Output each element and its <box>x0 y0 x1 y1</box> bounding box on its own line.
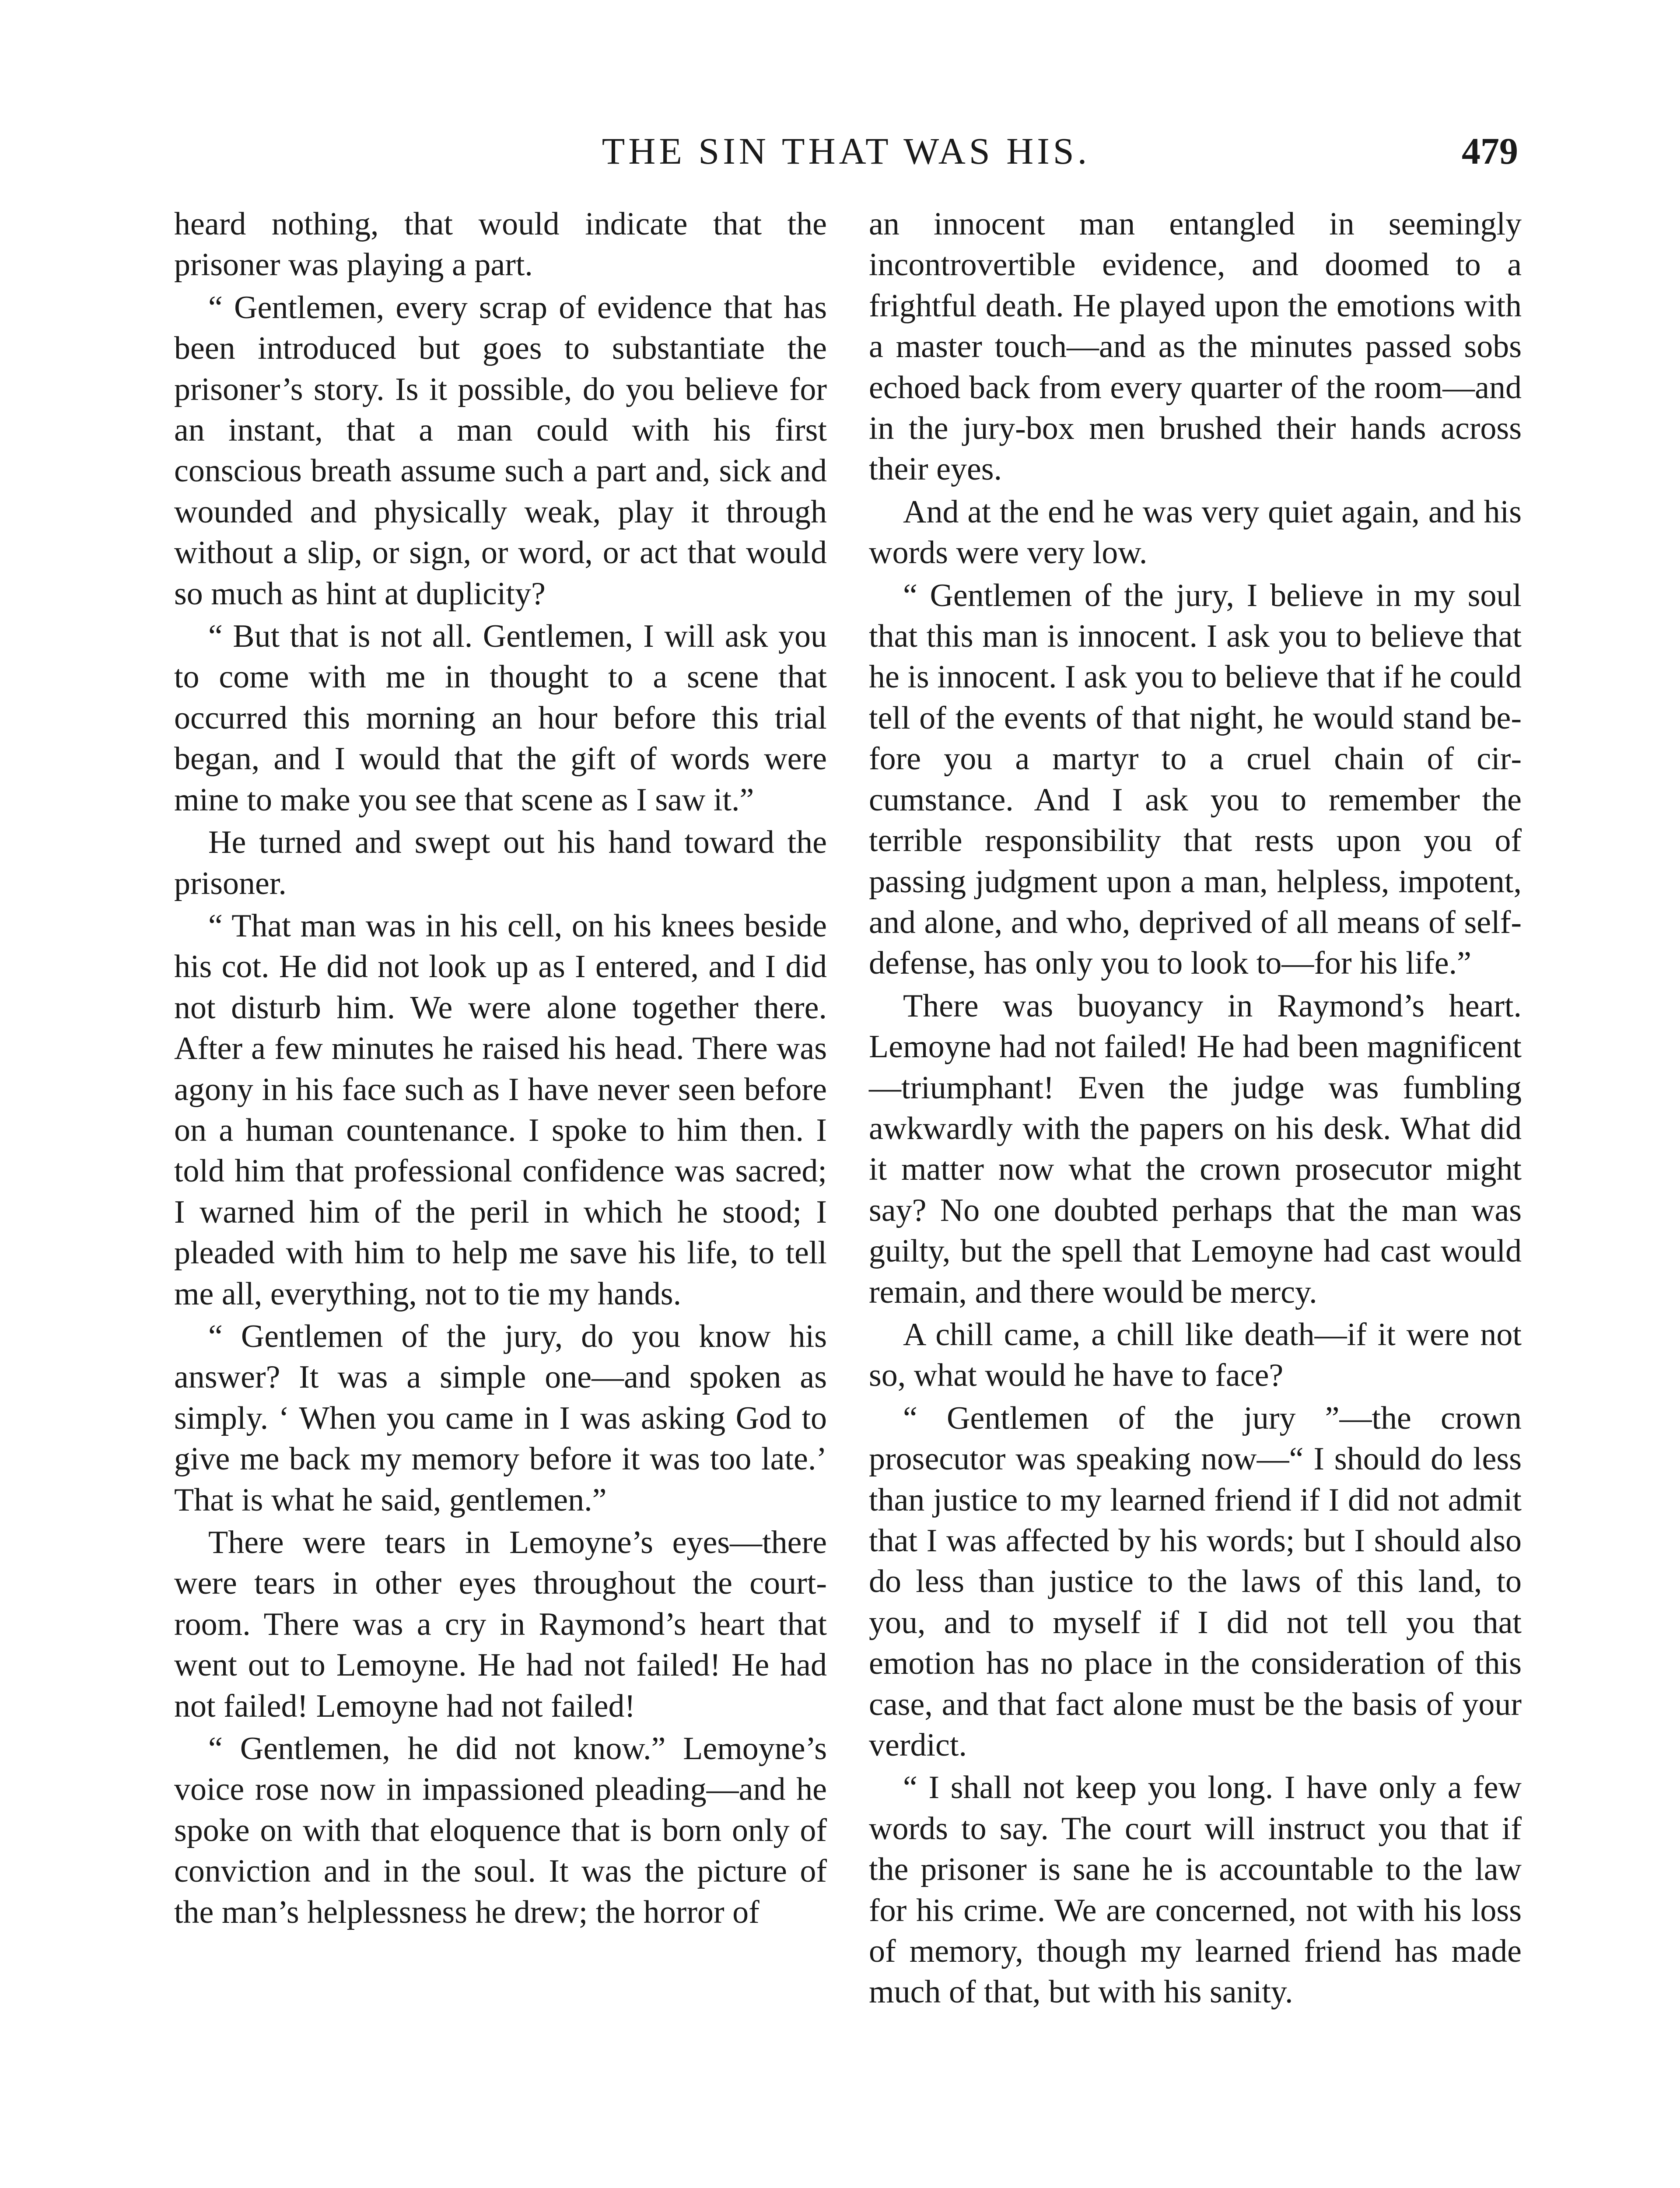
paragraph: heard nothing, that would indicate that the prisoner was playing a part. <box>174 206 827 283</box>
paragraph: “ Gentlemen of the jury ”—the crown prosecutor was speaking now—“ I should do less than justice to my learned friend if I did not admit that I was affected by his words; but I should also do less than justice to the laws of this land, to you, and to myself if I did not tell you that emotion has no place in the consideration of this case, and that fact alone must be the basis of your verdict. <box>869 1400 1522 1764</box>
paragraph: “ Gentlemen of the jury, I believe in my soul that this man is innocent. I ask you to believe that he is innocent. I ask you to believe that if he could tell of the events of that night, he would stand before you a martyr to a cruel chain of circumstance. And I ask you to remember the terrible responsibility that rests upon you of passing judgment upon a man, helpless, impotent, and alone, and who, deprived of all means of self-defense, has only you to look to—for his life.” <box>869 577 1522 982</box>
paragraph: And at the end he was very quiet again, and his words were very low. <box>869 494 1522 571</box>
running-title: THE SIN THAT WAS HIS. <box>602 130 1091 172</box>
paragraph: There was buoyancy in Raymond’s heart. Lemoyne had not failed! He had been magnificent—triumphant! Even the judge was fumbling awkwardly with the papers on his desk. What did it matter now what the crown prosecutor might say? No one doubted perhaps that the man was guilty, but the spell that Lemoyne had cast would remain, and there would be mercy. <box>869 988 1522 1310</box>
paragraph: “ Gentlemen, he did not know.” Lemoyne’s voice rose now in impassioned pleading—and he spoke on with that eloquence that is born only of conviction and in the soul. It was the picture of the man’s helplessness he drew; the horror of <box>174 1731 827 1930</box>
paragraph: “ Gentlemen of the jury, do you know his answer? It was a simple one—and spoken as simply. ‘ When you came in I was asking God to give me back my memory before it was too late.’ That is what he said, gentlemen.” <box>174 1318 827 1518</box>
paragraph: “ I shall not keep you long. I have only a few words to say. The court will instruct you that if the prisoner is sane he is accountable to the law for his crime. We are concerned, not with his loss of memory, though my learned friend has made much of that, but with his sanity. <box>869 1770 1522 2010</box>
paragraph: “ That man was in his cell, on his knees beside his cot. He did not look up as I entered, and I did not disturb him. We were alone together there. After a few minutes he raised his head. There was agony in his face such as I have never seen before on a human countenance. I spoke to him then. I told him that professional confidence was sacred; I warned him of the peril in which he stood; I pleaded with him to help me save his life, to tell me all, everything, not to tie my hands. <box>174 908 827 1312</box>
page-number: 479 <box>1462 130 1518 172</box>
paragraph: There were tears in Lemoyne’s eyes—there were tears in other eyes throughout the court-room. There was a cry in Raymond’s heart that went out to Lemoyne. He had not failed! He had not failed! Lemoyne had not failed! <box>174 1525 827 1724</box>
paragraph: A chill came, a chill like death—if it were not so, what would he have to face? <box>869 1316 1522 1394</box>
paragraph: an innocent man entangled in seemingly incontrovertible evidence, and doomed to a frightful death. He played upon the emotions with a master touch—and as the minutes passed sobs echoed back from every quarter of the room—and in the jury-box men brushed their hands across their eyes. <box>869 206 1522 487</box>
left-column <box>174 204 827 1935</box>
page-header <box>174 118 1518 184</box>
paragraph: He turned and swept out his hand toward the prisoner. <box>174 824 827 901</box>
paragraph: “ Gentlemen, every scrap of evidence that has been introduced but goes to substantiate the prisoner’s story. Is it possible, do you believe for an instant, that a man could with his first conscious breath assume such a part and, sick and wounded and physically weak, play it through without a slip, or sign, or word, or act that would so much as hint at duplicity? <box>174 289 827 612</box>
right-column <box>869 204 1522 2015</box>
paragraph: “ But that is not all. Gentlemen, I will ask you to come with me in thought to a scene that occurred this morning an hour before this trial began, and I would that the gift of words were mine to make you see that scene as I saw it.” <box>174 618 827 818</box>
